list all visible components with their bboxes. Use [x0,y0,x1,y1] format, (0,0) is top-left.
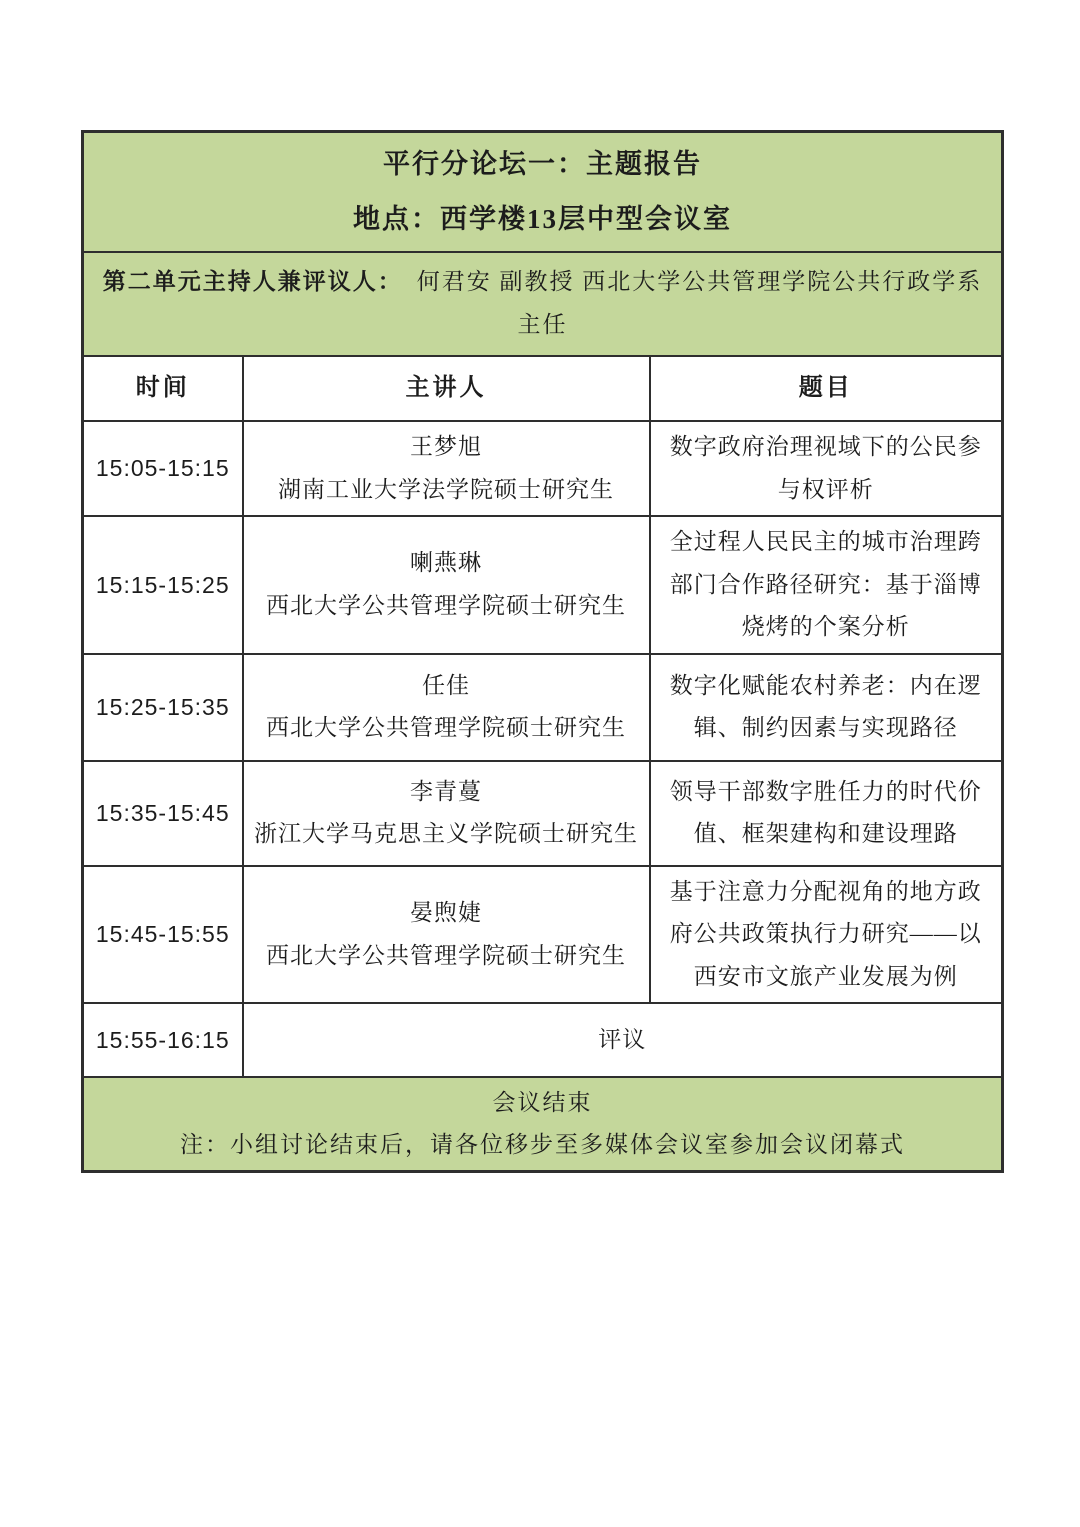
forum-location: 地点：西学楼13层中型会议室 [353,204,733,234]
title-row [83,132,1003,253]
speaker-affiliation: 浙江大学马克思主义学院硕士研究生 [254,821,638,847]
speaker-cell [243,654,650,761]
moderator-value: 何君安 副教授 西北大学公共管理学院公共行政学系主任 [416,269,983,337]
column-header-row [83,356,1003,421]
time-slot: 15:55-16:15 [83,1003,243,1077]
forum-title: 平行分论坛一：主题报告 [383,149,703,179]
topic-cell: 领导干部数字胜任力的时代价值、框架建构和建设理路 [650,761,1003,866]
time-slot: 15:45-15:55 [83,866,243,1004]
title-block [83,132,1003,253]
speaker-name: 任佳 [422,672,470,698]
review-row [83,1003,1003,1077]
column-header-topic: 题目 [650,356,1003,421]
moderator-label: 第二单元主持人兼评议人： [102,269,403,295]
topic-cell: 基于注意力分配视角的地方政府公共政策执行力研究——以西安市文旅产业发展为例 [650,866,1003,1004]
speaker-name: 喇燕琳 [410,550,482,576]
time-slot: 15:25-15:35 [83,654,243,761]
column-header-time: 时间 [83,356,243,421]
schedule-table [81,130,1004,1173]
speaker-cell [243,866,650,1004]
footer-row [83,1077,1003,1172]
schedule-sheet [81,130,1001,1173]
speaker-affiliation: 西北大学公共管理学院硕士研究生 [266,942,626,968]
speaker-name: 李青蔓 [410,778,482,804]
moderator-row [83,252,1003,356]
meeting-end-note: 会议结束 [492,1090,593,1116]
speaker-cell [243,761,650,866]
speaker-name: 王梦旭 [410,434,482,459]
review-label: 评议 [243,1003,1003,1077]
table-row [83,761,1003,866]
topic-cell: 全过程人民民主的城市治理跨部门合作路径研究：基于淄博烧烤的个案分析 [650,516,1003,654]
speaker-cell [243,421,650,516]
speaker-affiliation: 湖南工业大学法学院硕士研究生 [278,476,614,502]
speaker-affiliation: 西北大学公共管理学院硕士研究生 [266,592,626,618]
topic-cell: 数字政府治理视域下的公民参与权评析 [650,421,1003,516]
table-row [83,421,1003,516]
closing-ceremony-note: 注：小组讨论结束后，请各位移步至多媒体会议室参加会议闭幕式 [180,1132,906,1158]
speaker-affiliation: 西北大学公共管理学院硕士研究生 [266,715,626,741]
speaker-name: 晏煦婕 [410,900,482,925]
footer-cell [83,1077,1003,1172]
table-row [83,654,1003,761]
time-slot: 15:15-15:25 [83,516,243,654]
time-slot: 15:05-15:15 [83,421,243,516]
speaker-cell [243,516,650,654]
topic-cell: 数字化赋能农村养老：内在逻辑、制约因素与实现路径 [650,654,1003,761]
column-header-speaker: 主讲人 [243,356,650,421]
time-slot: 15:35-15:45 [83,761,243,866]
table-row [83,866,1003,1004]
moderator-cell [83,252,1003,356]
table-row [83,516,1003,654]
